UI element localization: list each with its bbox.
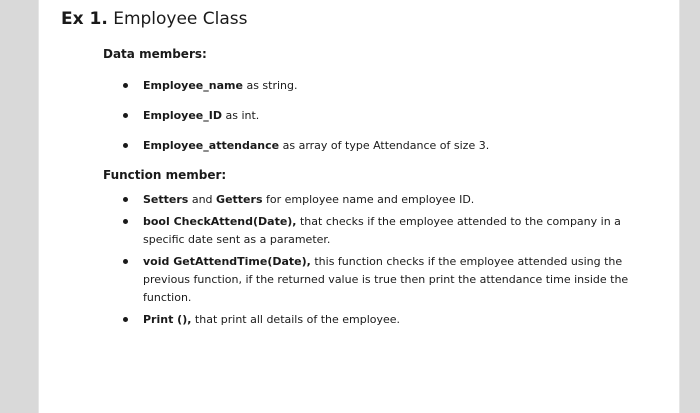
function-keyword: Getters [216,193,263,206]
function-signature: void GetAttendTime(Date), [143,255,311,268]
member-name: Employee_name [143,79,243,92]
page-title [61,9,248,29]
function-member-list [119,191,639,333]
function-keyword: Setters [143,193,189,206]
function-description: for employee name and employee ID. [262,193,475,206]
bullet-icon [123,259,128,264]
list-item [119,107,489,125]
bullet-icon [123,317,128,322]
function-description: that checks if the employee attended to the company in a specific date sent as a parameter. [143,215,621,246]
member-description: as int. [222,109,260,122]
function-text: and [188,193,217,206]
function-signature: Print (), [143,313,192,326]
bullet-icon [123,219,128,224]
list-item [119,311,639,329]
bullet-icon [123,83,128,88]
data-members-list [119,77,489,167]
exercise-number: Ex 1. [61,9,108,29]
list-item [119,77,489,95]
bullet-icon [123,197,128,202]
list-item [119,253,639,307]
document-page [38,0,680,413]
member-description: as string. [242,79,298,92]
member-name: Employee_ID [143,109,222,122]
member-name: Employee_attendance [143,139,280,152]
title-text: Employee Class [107,9,248,29]
data-members-heading: Data members: [103,47,207,61]
list-item [119,137,489,155]
bullet-icon [123,113,128,118]
function-description: this function checks if the employee attended using the previous function, if the returned value is true then print the attendance time inside the function. [143,255,629,304]
list-item [119,213,639,249]
function-description: that print all details of the employee. [191,313,401,326]
function-member-heading: Function member: [103,168,227,182]
bullet-icon [123,143,128,148]
function-signature: bool CheckAttend(Date), [143,215,297,228]
list-item [119,191,639,209]
member-description: as array of type Attendance of size 3. [279,139,490,152]
